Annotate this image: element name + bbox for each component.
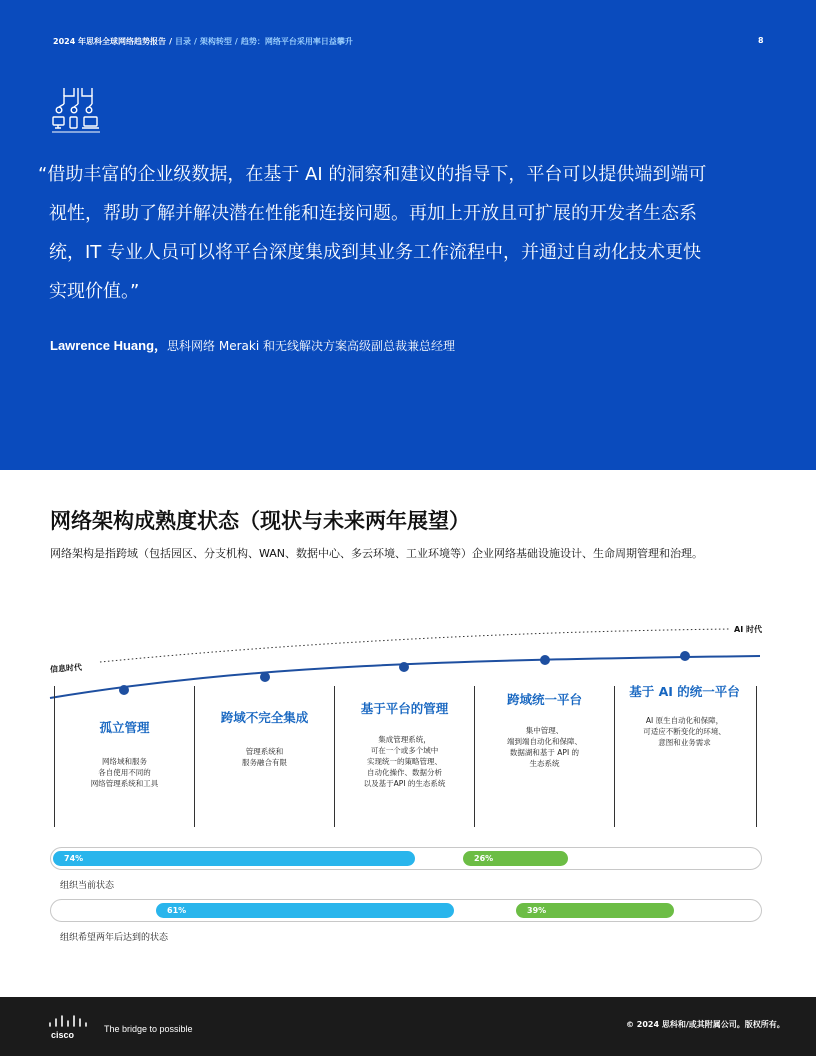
stage-description bbox=[475, 725, 614, 769]
quote-author-title: 思科网络 Meraki 和无线解决方案高级副总裁兼总经理 bbox=[167, 339, 455, 353]
future-green-segment: 39% bbox=[516, 903, 674, 918]
stage-ai-unified-platform bbox=[614, 686, 754, 827]
stage-title: 基于平台的管理 bbox=[360, 701, 449, 716]
stage-desc-line: 可适应不断变化的环境、 bbox=[643, 727, 726, 736]
stage-isolated-management bbox=[54, 686, 194, 827]
future-state-bar bbox=[50, 899, 762, 922]
section-title bbox=[50, 505, 470, 535]
stage-marker bbox=[399, 662, 409, 672]
quote-line: “借助丰富的企业级数据，在基于 AI 的洞察和建议的指导下，平台可以提供端到端可 bbox=[38, 164, 707, 185]
stage-desc-line: 网络域和服务 bbox=[102, 757, 147, 766]
stage-marker bbox=[540, 655, 550, 665]
stage-divider bbox=[756, 686, 757, 827]
information-era-label: 信息时代 bbox=[49, 662, 83, 675]
stage-desc-line: 可在一个或多个域中 bbox=[370, 746, 439, 755]
stage-title: 跨域不完全集成 bbox=[220, 710, 309, 725]
section-title-main: 网络架构成熟度状态 bbox=[50, 509, 239, 533]
stage-platform-management bbox=[334, 686, 474, 827]
cisco-wordmark: cisco bbox=[51, 1030, 75, 1040]
page-footer bbox=[0, 997, 816, 1056]
stage-partial-integration bbox=[194, 686, 334, 827]
ai-era-label: AI 时代 bbox=[734, 625, 762, 634]
page-number: 8 bbox=[758, 36, 764, 45]
stage-desc-line: 集中管理、 bbox=[525, 726, 564, 735]
future-blue-segment: 61% bbox=[156, 903, 454, 918]
stage-desc-line: 以及基于API 的生态系统 bbox=[363, 779, 446, 788]
network-devices-icon bbox=[50, 86, 102, 134]
current-blue-segment: 74% bbox=[53, 851, 415, 866]
breadcrumb-section-link[interactable]: 架构转型 bbox=[199, 37, 232, 46]
breadcrumb-toc-link[interactable]: 目录 bbox=[174, 37, 191, 46]
section-title-paren: （现状与未来两年展望） bbox=[239, 509, 470, 533]
quote-line: 视性，帮助了解并解决潜在性能和连接问题。再加上开放且可扩展的开发者生态系 bbox=[49, 203, 697, 224]
stage-description bbox=[615, 715, 754, 748]
stage-description bbox=[335, 734, 474, 789]
stage-desc-line: 管理系统和 bbox=[245, 747, 284, 756]
stage-desc-line: 自动化操作、数据分析 bbox=[367, 768, 442, 777]
stage-desc-line: 意图和业务需求 bbox=[658, 738, 711, 747]
breadcrumb-trend-link[interactable]: 趋势：网络平台采用率日益攀升 bbox=[240, 37, 353, 46]
stage-desc-line: AI 原生自动化和保障， bbox=[645, 716, 724, 725]
stage-title: 基于 AI 的统一平台 bbox=[629, 684, 740, 699]
stage-desc-line: 生态系统 bbox=[529, 759, 560, 768]
breadcrumb: 2024 年思科全球网络趋势报告 / 目录 / 架构转型 / 趋势：网络平台采用率日益攀升 bbox=[53, 37, 353, 46]
quote-line: 实现价值。” bbox=[49, 281, 140, 302]
report-title: 2024 年思科全球网络趋势报告 bbox=[53, 37, 167, 46]
quote-line: 统，IT 专业人员可以将平台深度集成到其业务工作流程中，并通过自动化技术更快 bbox=[49, 242, 702, 263]
quote-author: Lawrence Huang， bbox=[50, 338, 168, 353]
stage-title: 孤立管理 bbox=[99, 720, 150, 735]
stage-desc-line: 实现统一的策略管理、 bbox=[367, 757, 442, 766]
stage-desc-line: 服务融合有限 bbox=[242, 758, 287, 767]
stage-cross-domain-platform bbox=[474, 686, 614, 827]
stage-desc-line: 端到端自动化和保障、 bbox=[507, 737, 582, 746]
tagline: The bridge to possible bbox=[104, 1024, 193, 1034]
future-state-label: 组织希望两年后达到的状态 bbox=[60, 933, 169, 943]
current-green-segment: 26% bbox=[463, 851, 568, 866]
stage-title: 跨域统一平台 bbox=[506, 692, 582, 707]
stage-marker bbox=[680, 651, 690, 661]
stage-desc-line: 各自使用不同的 bbox=[98, 768, 151, 777]
current-state-label: 组织当前状态 bbox=[60, 881, 115, 891]
stage-marker bbox=[260, 672, 270, 682]
quote-text bbox=[38, 155, 758, 311]
stage-description bbox=[195, 746, 334, 768]
quote-banner bbox=[0, 0, 816, 470]
section-description: 网络架构是指跨域（包括园区、分支机构、WAN、数据中心、多云环境、工业环境等）企业网络基础设施设计、生命周期管理和治理。 bbox=[50, 547, 704, 560]
cisco-logo-icon bbox=[48, 1014, 94, 1040]
quote-attribution bbox=[50, 335, 455, 354]
stage-desc-line: 集成管理系统， bbox=[378, 735, 431, 744]
stage-desc-line: 网络管理系统和工具 bbox=[90, 779, 159, 788]
stage-description bbox=[55, 756, 194, 789]
current-state-bar bbox=[50, 847, 762, 870]
copyright: © 2024 思科和/或其附属公司。版权所有。 bbox=[626, 1020, 785, 1029]
stage-desc-line: 数据湖和基于 API 的 bbox=[509, 748, 580, 757]
